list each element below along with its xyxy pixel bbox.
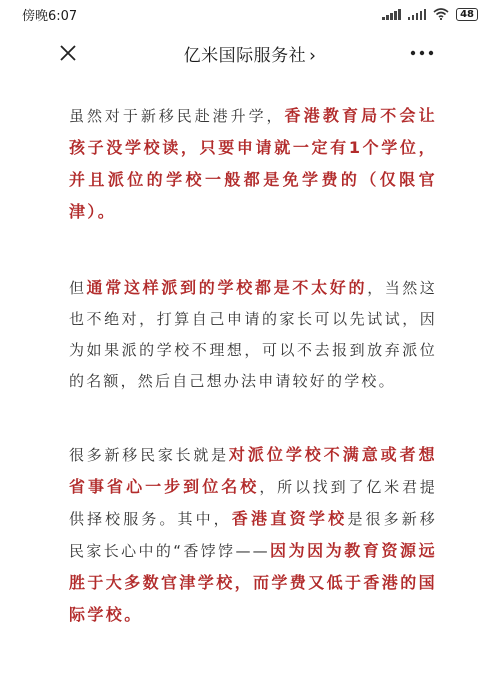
- paragraph-2-text-a: 但: [69, 279, 87, 297]
- status-bar: [0, 0, 500, 28]
- chevron-right-icon: ›: [309, 46, 317, 66]
- paragraph-3-highlight-a: 对派位学校不满意或者想省事省心一步到位名校: [69, 445, 437, 496]
- signal-icon-2: [408, 9, 427, 20]
- paragraph-2-text-b: ，当然这也不绝对，打算自己申请的家长可以先试试，因为如果派的学校不理想，可以不去报到放弃派位的名额，然后自己想办法申请较好的学校。: [69, 279, 437, 390]
- paragraph-3-text-b: ，所以找到了亿米君提供择校服务。其中，: [69, 478, 437, 528]
- wifi-icon: [433, 8, 449, 20]
- status-time: 傍晚6:07: [22, 8, 78, 24]
- battery-indicator: 48: [456, 8, 478, 21]
- paragraph-3-text-a: 很多新移民家长就是: [69, 446, 229, 464]
- paragraph-3: [69, 439, 437, 631]
- status-icons: [382, 8, 478, 21]
- paragraph-3-highlight-b: 香港直资学校: [231, 509, 348, 528]
- paragraph-1-highlight: 香港教育局不会让孩子没学校读，只要申请就一定有1个学位，并且派位的学校一般都是免学费的（仅限官津）。: [69, 106, 438, 221]
- signal-icon: [382, 9, 401, 20]
- article-body: [69, 100, 437, 676]
- nav-bar: [0, 28, 500, 78]
- more-icon[interactable]: [408, 41, 436, 65]
- paragraph-3-text-c: 是很多新移民家长心中的“香饽饽——: [69, 510, 437, 560]
- paragraph-2-highlight: 通常这样派到的学校都是不太好的: [86, 278, 368, 297]
- account-name[interactable]: 亿米国际服务社: [183, 46, 307, 66]
- paragraph-1-text: 虽然对于新移民赴港升学，: [69, 107, 285, 125]
- paragraph-2: [69, 272, 437, 397]
- paragraph-1: [69, 100, 437, 228]
- paragraph-3-highlight-c: 因为因为教育资源远胜于大多数官津学校，而学费又低于香港的国际学校。: [69, 541, 438, 624]
